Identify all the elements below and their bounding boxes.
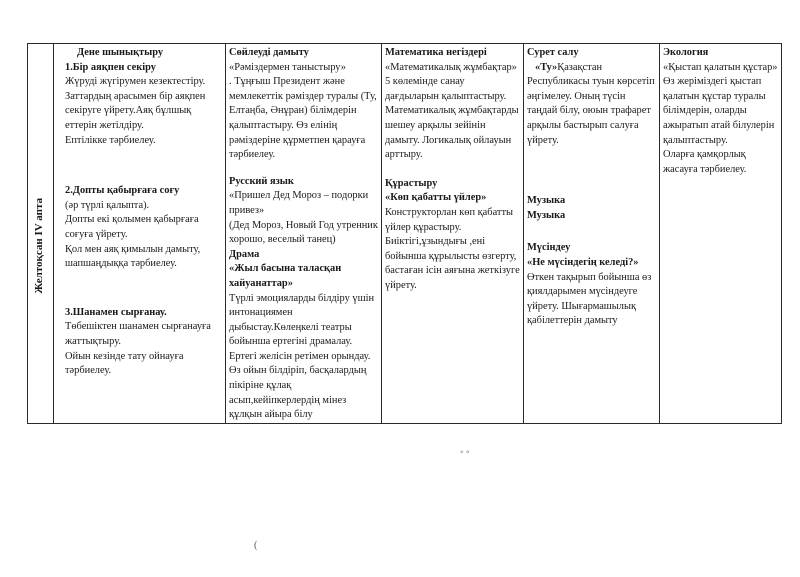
col1-s3-text: Төбешіктен шанамен сырғанауға жаттықтыру. Ойын кезінде тату ойнауға тәрбиелеу. [65,321,211,377]
scan-mark: ( [254,540,258,551]
col4-s3-text: Өткен тақырып бойынша өз қиялдарымен мүсіндеуге үйрету. Шығармашылық қабілеттерін дамыту [527,271,654,327]
col2-s2-text: «Пришел Дед Мороз – подорки привез» (Дед Мороз, Новый Год утренник хорошо, веселый танец) [229,190,378,246]
col3-title: Математика негіздері [385,47,487,58]
col3-s2-text: Конструкторлан көп қабатты үйлер құрастыру. Биіктігі,ұзындығы ,ені бойынша құрылысты өзгерту, бастаған ісін аяғына жеткізуге үйрету. [385,206,523,291]
col-mathematics [382,44,524,424]
col5-title: Экология [663,47,709,58]
col-drawing [524,44,660,424]
col1-s1-title: 1.Бір аяқпен секіру [65,61,156,73]
col-speech-development [226,44,382,424]
col4-music-title-a: Музыка [527,195,566,207]
col1-s2-title: 2.Допты қабырғаға соғу [65,185,180,197]
week-label: Желтоқсан IV апта [33,198,45,294]
plan-table [27,43,782,424]
col1-s1-text: Жүруді жүгірумен кезектестіру. Заттардың арасымен бір аяқпен секіруге үйрету.Аяқ бұлшық еттерін жетілдіру. Ептілікке тәрбиелеу. [65,76,206,146]
col2-s3-sub: «Жыл басына таласқан хайуанаттар» [229,263,342,289]
col3-s1-text: «Математикалық жұмбақтар» 5 көлемінде санау дағдыларын қалыптастыру. Математикалық жұмбақтарды шешеу арқылы зейінін дамыту. Логикалық ойлауын арттыру. [385,61,519,161]
col1-s2-text: (әр түрлі қалыпта). Допты екі қолымен қабырғаға соғуға үйрету. Қол мен аяқ қимылын дамыту, шапшаңдыққа тәрбиелеу. [65,199,201,270]
col2-s3-title: Драма [229,248,260,260]
col4-s1-sub: «Ту» [535,61,558,73]
week-cell [28,44,54,424]
plan-row [28,44,782,424]
col5-s1-text: «Қыстап қалатын құстар» Өз жеріміздегі қыстап қалатын құстар туралы білімдерін, оларды ажыратып атай білулерін қалыптастыру. Оларға қамқорлық жасауға тәрбиелеу. [663,61,778,175]
col1-title: Дене шынықтыру [77,47,164,58]
col3-s2-sub: «Көп қабатты үйлер» [385,192,487,204]
col4-s1-text: Қазақстан Республикасы туын көрсетіп әңгімелеу. Оның түсін таңдай білу, оюын трафарет арқылы бастырып салуға үйрету. [527,61,658,146]
col2-s1-text: «Рәміздермен таныстыру» . Тұңғыш Президент және мемлекеттік рәміздер туралы (Ту, Елтаңба, Әнұран) білімдерін қалыптастыру. Өз елінің рәміздеріне құрметпен қарауға тәрбиелеу. [229,61,377,161]
col1-s3-title: 3.Шанамен сырғанау. [65,306,167,318]
col2-s3-text: Түрлі эмоцияларды білдіру үшін интонациямен дыбыстау.Көлеңкелі театры бойынша ертегіні драмалау. Ертегі желісін ретімен орындау. Өз ойын білдіріп, басқалардың пікіріне құлақ асып,кейіпкерлердің мінез құлқын айыра білу [229,292,377,421]
col2-title: Сөйлеудi дамыту [229,47,309,58]
col-ecology [660,44,782,424]
col4-s3-sub: «Не мүсіндегің келеді?» [527,256,639,268]
col4-title: Сурет салу [527,47,579,58]
col3-s2-title: Құрастыру [385,177,438,189]
col-physical-education [54,44,226,424]
col4-music-title-b: Музыка [527,209,566,221]
col2-s2-title: Русский язык [229,175,294,187]
scan-speck: ◦ ◦ [460,447,470,458]
col4-s3-title: Мүсіндеу [527,242,571,254]
